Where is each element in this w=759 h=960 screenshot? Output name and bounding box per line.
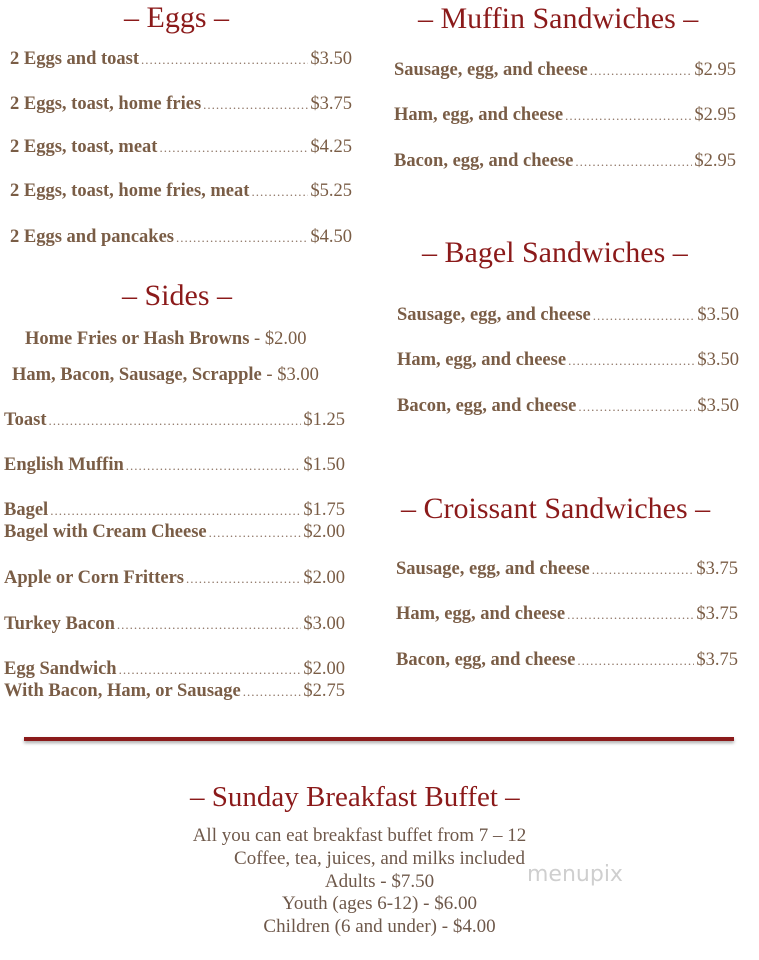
item-name: Bacon, egg, and cheese [397,396,577,416]
menu-item [397,305,739,326]
bagel-title: – Bagel Sandwiches – [422,236,688,269]
menu-item [396,604,738,625]
menu-item [10,94,352,115]
menu-item [396,650,738,671]
item-price: $3.50 [697,396,739,416]
menu-item [12,365,319,386]
item-name: Ham, egg, and cheese [394,105,564,125]
menu-item [4,410,345,431]
item-name: 2 Eggs, toast, home fries, meat [10,181,250,201]
menu-item [394,60,736,81]
buffet-line: Youth (ages 6-12) - $6.00 [282,893,477,914]
item-name: Ham, Bacon, Sausage, Scrapple [12,365,262,385]
menu-item [394,105,736,126]
menu-item [4,568,345,589]
item-price: $2.95 [694,151,736,171]
item-name: Sausage, egg, and cheese [396,559,590,579]
item-price: $2.00 [303,568,345,588]
menu-item [25,329,306,350]
item-price: $3.75 [696,650,738,670]
menu-item [4,455,345,476]
item-name: Bagel [4,500,49,520]
menu-item [394,151,736,172]
menu-item [10,137,352,158]
menu-item [4,500,345,521]
item-price: $2.00 [303,522,345,542]
watermark: menupix [527,862,623,887]
menu-item [396,559,738,580]
item-price: $2.75 [303,681,345,701]
item-price: - $3.00 [266,365,319,385]
muffin-title: – Muffin Sandwiches – [418,2,699,35]
item-name: With Bacon, Ham, or Sausage [4,681,241,701]
item-name: 2 Eggs and toast [10,49,140,69]
item-price: $3.50 [697,350,739,370]
menu-item [10,227,352,248]
item-name: Turkey Bacon [4,614,115,634]
buffet-line: Coffee, tea, juices, and milks included [234,848,525,869]
menu-item [4,659,345,680]
item-price: $3.75 [310,94,352,114]
menu-item [397,350,739,371]
item-name: Sausage, egg, and cheese [397,305,591,325]
item-price: $3.50 [697,305,739,325]
item-name: Egg Sandwich [4,659,117,679]
item-name: 2 Eggs, toast, home fries [10,94,202,114]
item-name: Home Fries or Hash Browns [25,329,250,349]
item-price: $3.50 [310,49,352,69]
item-name: Apple or Corn Fritters [4,568,184,588]
sides-title: – Sides – [122,279,233,312]
item-price: $2.95 [694,105,736,125]
item-price: $3.75 [696,604,738,624]
item-price: $4.25 [310,137,352,157]
item-name: 2 Eggs and pancakes [10,227,174,247]
item-price: $1.75 [303,500,345,520]
item-price: $3.00 [303,614,345,634]
buffet-line: Adults - $7.50 [324,871,435,892]
item-price: $1.50 [303,455,345,475]
item-price: $5.25 [310,181,352,201]
item-price: $4.50 [310,227,352,247]
item-name: Ham, egg, and cheese [396,604,566,624]
buffet-line: All you can eat breakfast buffet from 7 – 12 [192,825,527,846]
item-name: Bacon, egg, and cheese [396,650,576,670]
item-name: English Muffin [4,455,124,475]
menu-item [4,522,345,543]
item-price: $1.25 [303,410,345,430]
item-name: Bagel with Cream Cheese [4,522,207,542]
buffet-line: Children (6 and under) - $4.00 [263,916,496,937]
item-name: Bacon, egg, and cheese [394,151,574,171]
section-divider [24,737,734,741]
item-price: $2.95 [694,60,736,80]
menu-item [4,681,345,702]
item-name: 2 Eggs, toast, meat [10,137,158,157]
item-price: $3.75 [696,559,738,579]
croissant-title: – Croissant Sandwiches – [401,492,711,525]
eggs-title: – Eggs – [124,1,229,34]
menu-item [10,181,352,202]
menu-item [10,49,352,70]
item-price: $2.00 [303,659,345,679]
item-name: Ham, egg, and cheese [397,350,567,370]
menu-item [397,396,739,417]
buffet-title: – Sunday Breakfast Buffet – [190,781,520,813]
item-price: - $2.00 [254,329,307,349]
item-name: Sausage, egg, and cheese [394,60,588,80]
item-name: Toast [4,410,47,430]
menu-item [4,614,345,635]
